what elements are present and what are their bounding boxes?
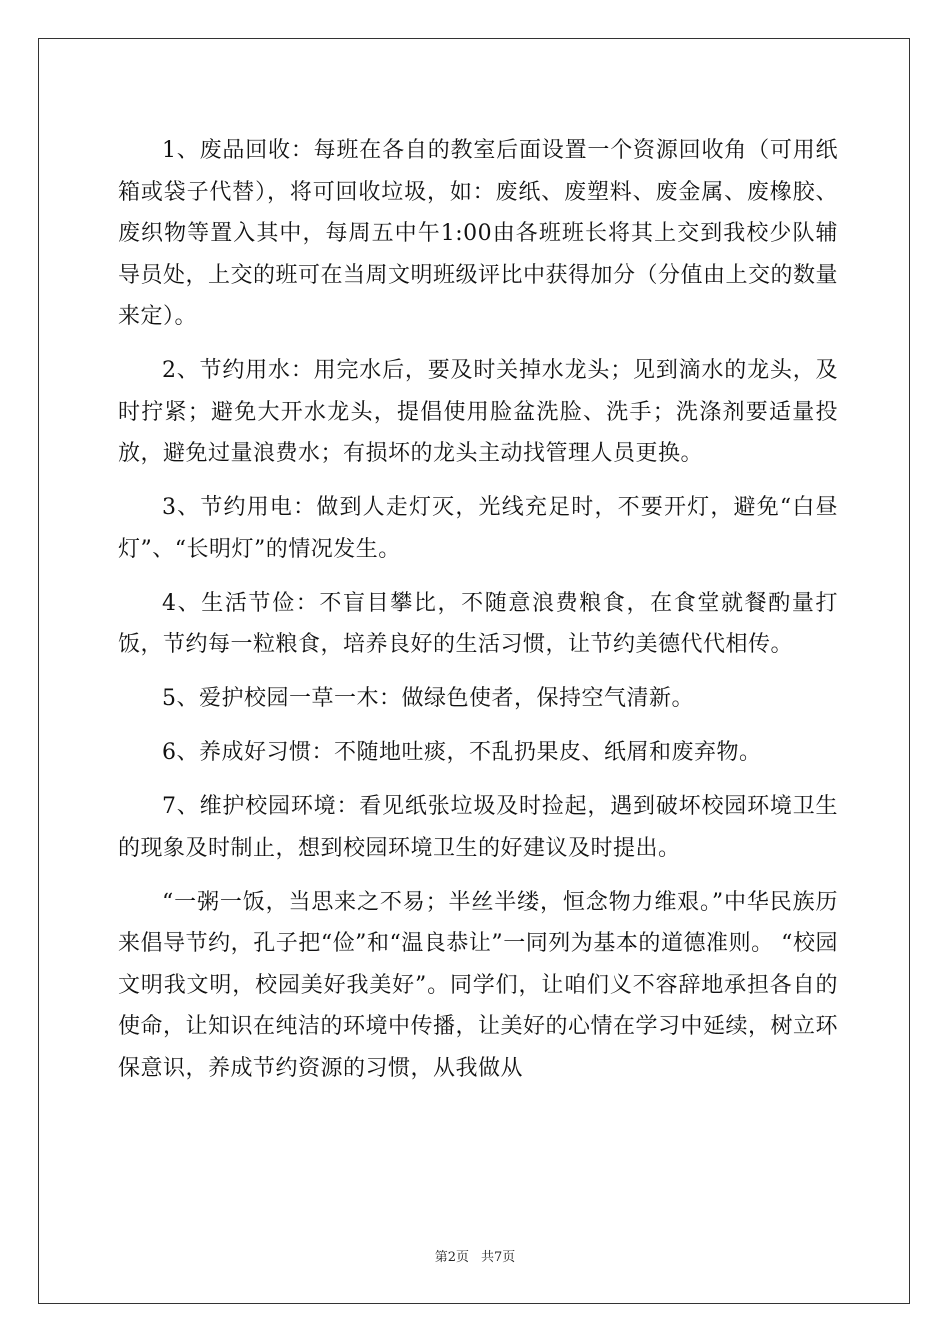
paragraph-7: 7、维护校园环境：看见纸张垃圾及时捡起，遇到破坏校园环境卫生的现象及时制止，想到校园环境卫生的好建议及时提出。	[118, 794, 838, 861]
paragraph-4: 4、生活节俭：不盲目攀比，不随意浪费粮食，在食堂就餐酌量打饭，节约每一粒粮食，培养良好的生活习惯，让节约美德代代相传。	[118, 590, 838, 657]
total-page-count: 共7页	[481, 1250, 516, 1265]
current-page-number: 第2页	[434, 1250, 469, 1265]
paragraph-5: 5、爱护校园一草一木：做绿色使者，保持空气清新。	[162, 686, 694, 711]
document-body	[118, 130, 838, 1102]
page-footer	[0, 1246, 950, 1265]
paragraph-3: 3、节约用电：做到人走灯灭，光线充足时，不要开灯，避免“白昼灯”、“长明灯”的情况发生。	[118, 495, 838, 562]
paragraph-8: “一粥一饭，当思来之不易；半丝半缕，恒念物力维艰。”中华民族历来倡导节约，孔子把“俭”和“温良恭让”一同列为基本的道德准则。 “校园文明我文明，校园美好我美好”。同学们，让咱们义不容辞地承担各自的使命，让知识在纯洁的环境中传播，让美好的心情在学习中延续，树立环保意识，养成节约资源的习惯，从我做从	[118, 889, 839, 1081]
paragraph-2: 2、节约用水：用完水后，要及时关掉水龙头；见到滴水的龙头，及时拧紧；避免大开水龙头，提倡使用脸盆洗脸、洗手；洗涤剂要适量投放，避免过量浪费水；有损坏的龙头主动找管理人员更换。	[118, 358, 838, 466]
paragraph-1: 1、废品回收：每班在各自的教室后面设置一个资源回收角（可用纸箱或袋子代替），将可回收垃圾，如：废纸、废塑料、废金属、废橡胶、废织物等置入其中，每周五中午1:00由各班班长将其上交到我校少队辅导员处，上交的班可在当周文明班级评比中获得加分（分值由上交的数量来定）。	[118, 138, 839, 329]
paragraph-6: 6、养成好习惯：不随地吐痰，不乱扔果皮、纸屑和废弃物。	[162, 740, 762, 765]
